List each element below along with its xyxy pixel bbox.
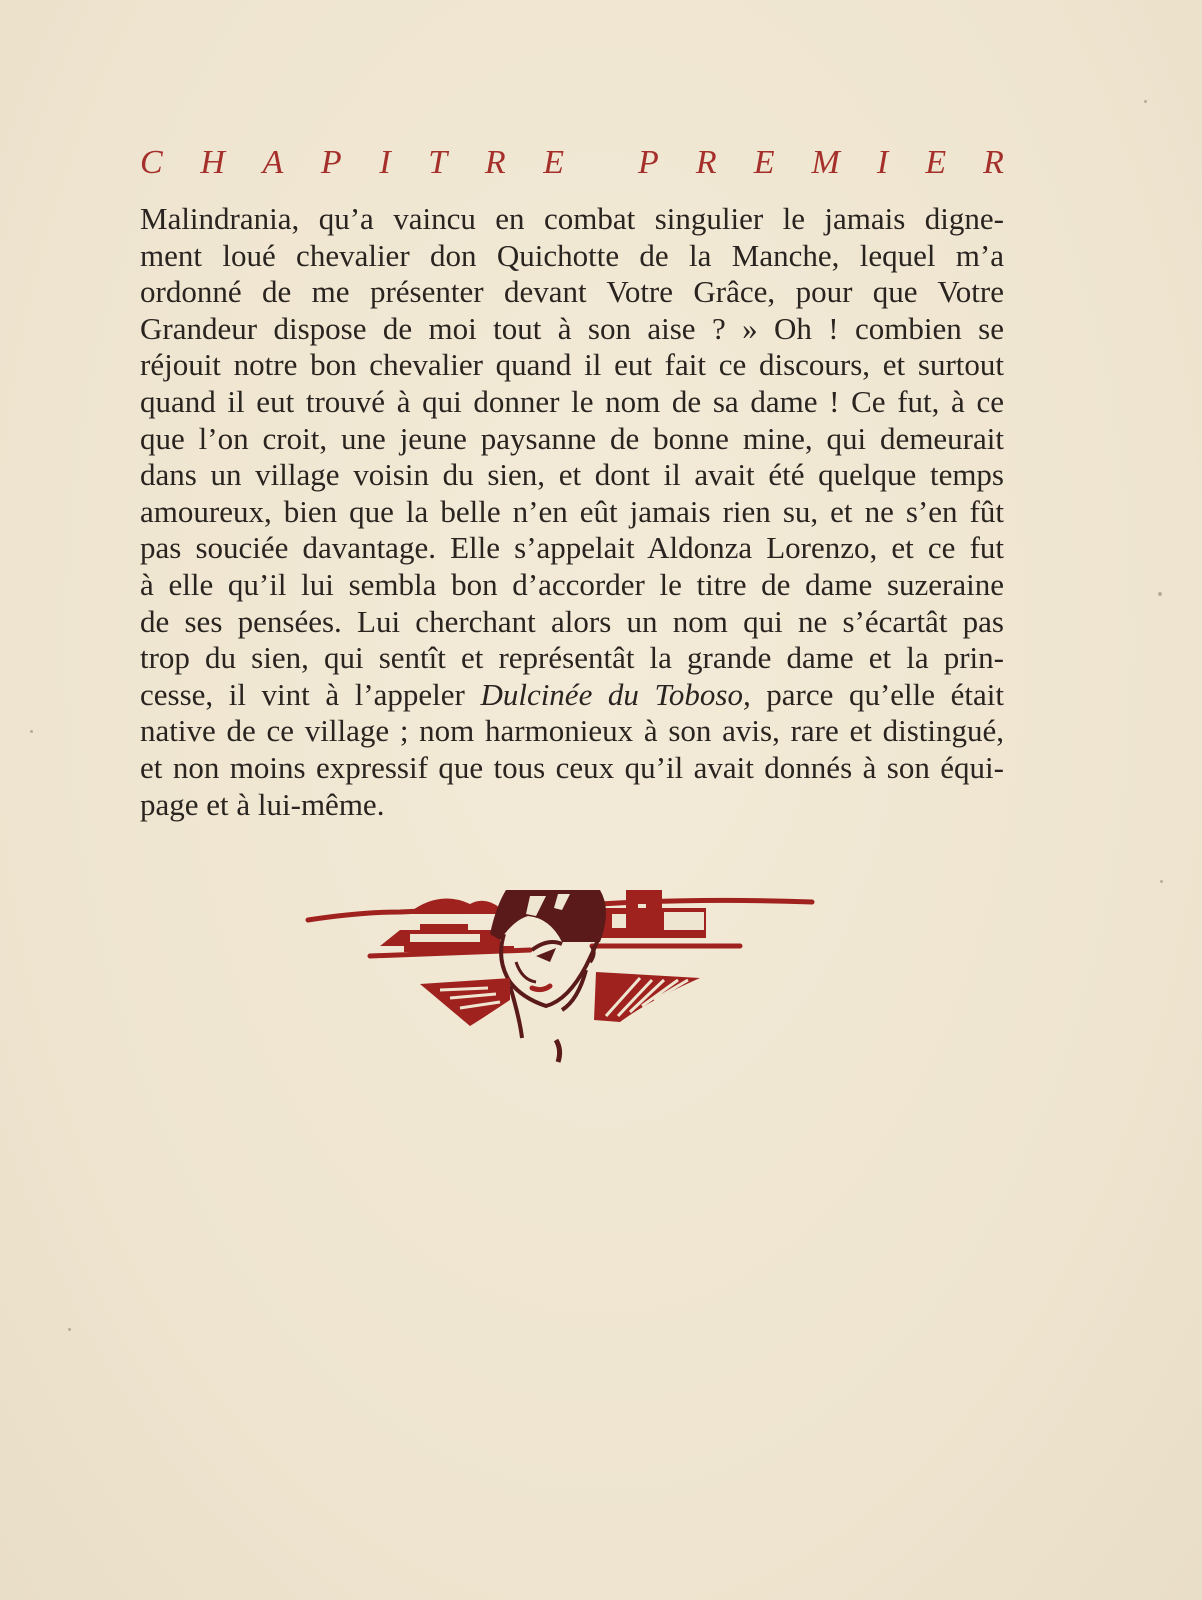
text-line: Malindrania, qu’a vaincu en combat singulier le jamais digne- [140,201,1004,236]
text-line: ordonné de me présenter devant Votre Grâce, pour que Votre [140,274,1004,310]
running-head-letter: R [695,144,717,181]
running-head-word-2 [638,146,1004,180]
running-head-letter: A [262,144,284,181]
running-head-letter: T [428,144,448,181]
text-line: quand il eut trouvé à qui donner le nom de sa dame ! Ce fut, à ce [140,383,1004,419]
text-line: pas souciée davantage. Elle s’appelait Aldonza Lorenzo, et ce fut [140,530,1004,566]
text-line: amoureux, bien que la belle n’en eût jamais rien su, et ne s’en fût [140,493,1004,529]
paper-speck [30,730,33,733]
paper-speck [1158,592,1162,596]
text-line: à elle qu’il lui sembla bon d’accorder le titre de dame suzeraine [140,566,1004,602]
running-head [140,146,1004,180]
running-head-letter: H [200,144,225,181]
running-head-letter: I [379,144,391,181]
running-head-word-1 [140,146,564,180]
running-head-letter: P [638,144,659,181]
running-head-letter: R [983,144,1004,181]
text-line: de ses pensées. Lui cherchant alors un nom qui ne s’écartât pas [140,603,1004,639]
text-fragment: cesse, il vint à l’appeler [140,676,481,712]
text-line: dans un village voisin du sien, et dont il avait été quelque temps [140,457,1004,493]
text-line: que l’on croit, une jeune paysanne de bonne mine, qui demeurait [140,420,1004,456]
text-line: et non moins expressif que tous ceux qu’il avait donnés à son équi- [140,749,1004,785]
text-line-with-italic [140,677,1004,714]
text-line: ment loué chevalier don Quichotte de la Manche, lequel m’a [140,237,1004,273]
running-head-letter: P [320,144,342,181]
running-head-letter: R [484,144,506,181]
woodcut-vignette-illustration [300,890,840,1080]
text-line: trop du sien, qui sentît et représentât la grande dame et la prin- [140,640,1004,676]
running-head-letter: I [876,144,889,181]
running-head-letter: C [140,144,163,181]
running-head-letter: E [925,144,947,181]
running-head-letter: E [543,144,564,181]
running-head-letter: M [811,144,840,181]
text-line: native de ce village ; nom harmonieux à son avis, rare et distingué, [140,713,1004,749]
text-line: Grandeur dispose de moi tout à son aise ? » Oh ! combien se [140,310,1004,346]
text-fragment: parce qu’elle était [750,676,1004,712]
italic-name: Dulcinée du Toboso, [480,676,751,712]
text-line: réjouit notre bon chevalier quand il eut fait ce discours, et surtout [140,347,1004,383]
running-head-letter: E [753,144,775,181]
paper-speck [1160,880,1163,883]
text-line: page et à lui-même. [140,786,385,822]
body-paragraph [140,201,1004,823]
paper-speck [68,1328,71,1331]
paper-speck [1144,100,1147,103]
